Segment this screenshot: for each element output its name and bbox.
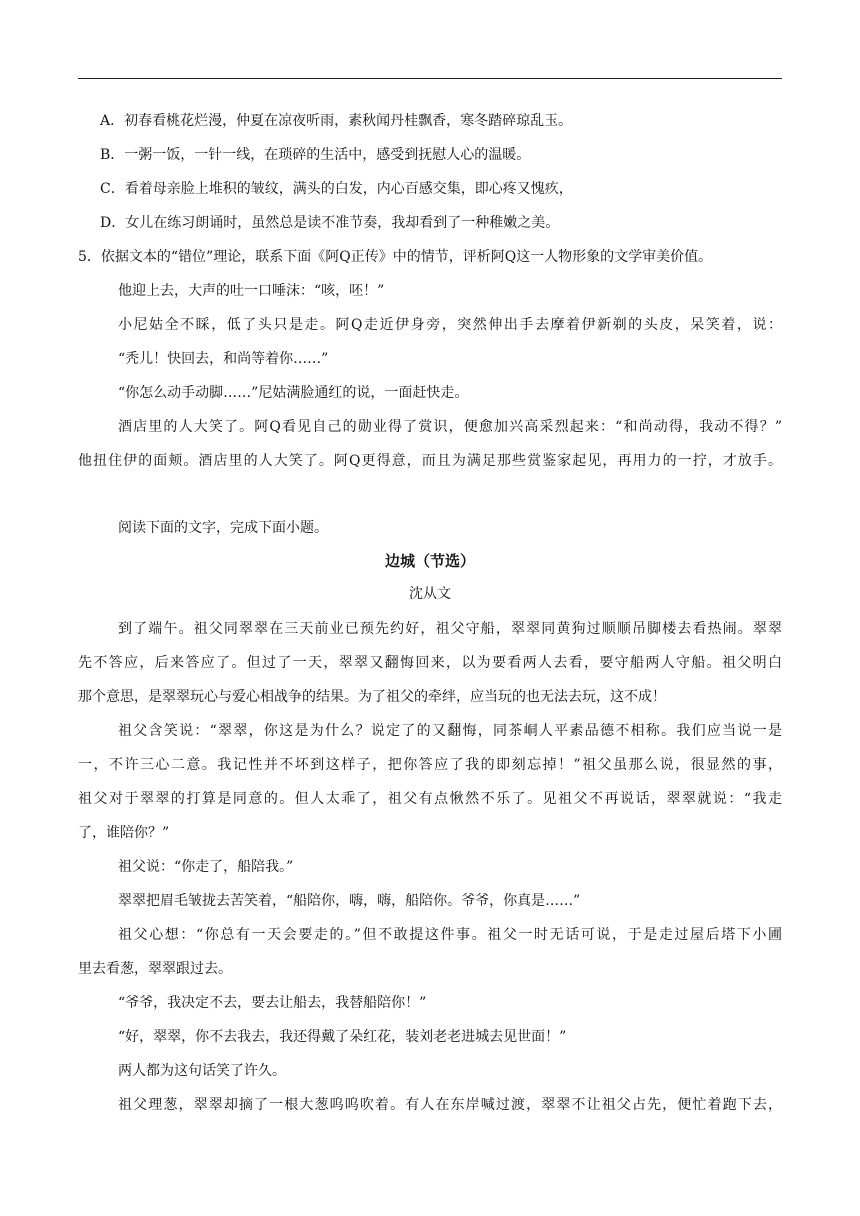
passage-line: 一，不许三心二意。我记性并不坏到这样子，把你答应了我的即刻忘掉！”祖父虽那么说，很显然的事， <box>78 757 782 773</box>
reading-instruction: 阅读下面的文字，完成下面小题。 <box>118 520 328 536</box>
excerpt-line: 酒店里的人大笑了。阿Q看见自己的勋业得了赏识，便愈加兴高采烈起来：“和尚动得，我动不得？” <box>118 419 782 435</box>
header-rule <box>78 78 782 79</box>
passage-line: 里去看葱，翠翠跟过去。 <box>78 961 232 977</box>
passage-line: 两人都为这句话笑了许久。 <box>118 1063 286 1079</box>
option-b: B．一粥一饭，一针一线，在琐碎的生活中，感受到抚慰人心的温暖。 <box>100 147 531 163</box>
option-d: D．女儿在练习朗诵时，虽然总是读不准节奏，我却看到了一种稚嫩之美。 <box>100 215 560 231</box>
question-5: 5．依据文本的“错位”理论，联系下面《阿Q正传》中的情节，评析阿Q这一人物形象的文学审美价值。 <box>78 249 713 265</box>
passage-line: “爷爷，我决定不去，要去让船去，我替船陪你！” <box>118 995 427 1011</box>
passage-line: 祖父含笑说：“翠翠，你这是为什么？说定了的又翻悔，同茶峒人平素品德不相称。我们应当说一是 <box>118 723 782 739</box>
option-c: C．看着母亲脸上堆积的皱纹，满头的白发，内心百感交集，即心疼又愧疚， <box>100 181 573 197</box>
passage-line: 到了端午。祖父同翠翠在三天前业已预先约好，祖父守船，翠翠同黄狗过顺顺吊脚楼去看热闹。翠翠 <box>118 621 782 637</box>
passage-line: 祖父理葱，翠翠却摘了一根大葱呜呜吹着。有人在东岸喊过渡，翠翠不让祖父占先，便忙着跑下去， <box>118 1097 782 1113</box>
passage-title: 边城（节选） <box>384 552 475 570</box>
excerpt-line: “你怎么动手动脚……”尼姑满脸通红的说，一面赶快走。 <box>118 385 469 401</box>
passage-line: 了，谁陪你？” <box>78 825 170 841</box>
passage-line: 祖父对于翠翠的打算是同意的。但人太乖了，祖父有点愀然不乐了。见祖父不再说话，翠翠就说：“我走 <box>78 791 782 807</box>
passage-line: “好，翠翠，你不去我去，我还得戴了朵红花，装刘老老进城去见世面！” <box>118 1029 567 1045</box>
excerpt-line: 小尼姑全不睬，低了头只是走。阿Q走近伊身旁，突然伸出手去摩着伊新剃的头皮，呆笑着，说： <box>118 317 782 333</box>
passage-line: 翠翠把眉毛皱拢去苦笑着，“船陪你，嗨，嗨，船陪你。爷爷，你真是……” <box>118 893 581 909</box>
passage-line: 那个意思，是翠翠玩心与爱心相战争的结果。为了祖父的牵绊，应当玩的也无法去玩，这不成！ <box>78 689 666 705</box>
excerpt-line: “秃儿！快回去，和尚等着你……” <box>118 351 329 367</box>
passage-line: 祖父心想：“你总有一天会要走的。”但不敢提这件事。祖父一时无话可说，于是走过屋后塔下小圃 <box>118 927 782 943</box>
passage-author: 沈从文 <box>409 586 451 602</box>
excerpt-line: 他扭住伊的面颊。酒店里的人大笑了。阿Q更得意，而且为满足那些赏鉴家起见，再用力的一拧，才放手。 <box>78 453 782 469</box>
passage-line: 祖父说：“你走了，船陪我。” <box>118 859 294 875</box>
passage-line: 先不答应，后来答应了。但过了一天，翠翠又翻悔回来，以为要看两人去看，要守船两人守船。祖父明白 <box>78 655 782 671</box>
excerpt-line: 他迎上去，大声的吐一口唾沫：“咳，呸！” <box>118 283 385 299</box>
option-a: A．初春看桃花烂漫，仲夏在凉夜听雨，素秋闻丹桂飘香，寒冬踏碎琼乱玉。 <box>100 113 573 129</box>
